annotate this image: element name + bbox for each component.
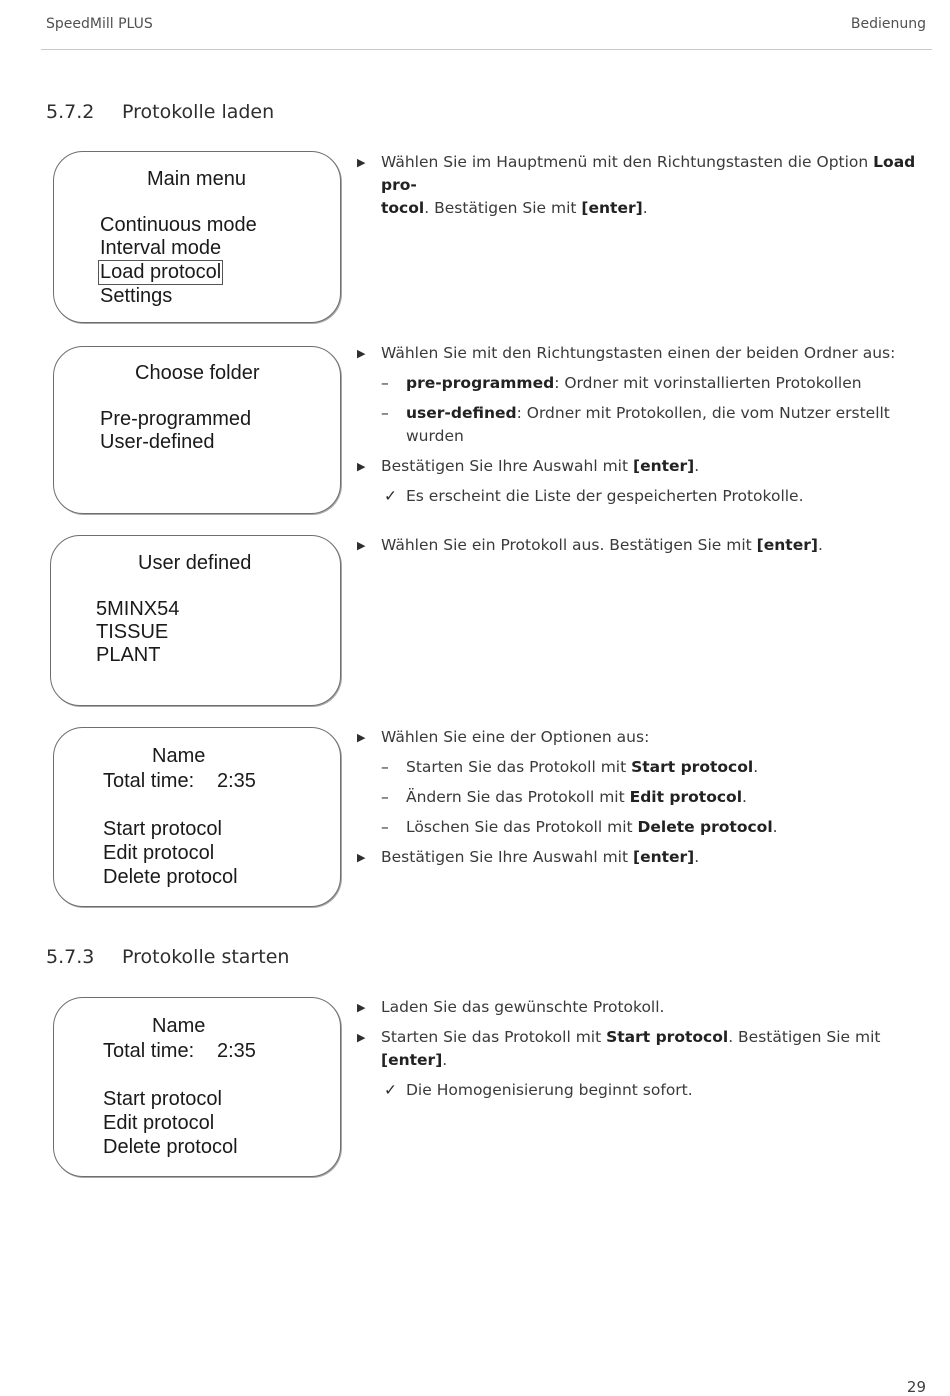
section-heading-5-7-2: [46, 101, 274, 123]
header-chapter: Bedienung: [850, 16, 926, 32]
instructions-start-protocol: [354, 996, 932, 1102]
protocol-item-plant: PLANT: [96, 644, 161, 666]
instruction-result: ✓ Es erscheint die Liste der gespeicherten Protokolle.: [354, 485, 932, 508]
header-product-name: SpeedMill PLUS: [46, 16, 153, 32]
protocol-name: Name: [152, 745, 206, 767]
instruction-option: – Starten Sie das Protokoll mit Start protocol.: [354, 756, 932, 779]
total-time-value: 2:35: [217, 770, 256, 792]
section-number: 5.7.3: [46, 946, 95, 968]
option-start-protocol: Start protocol: [103, 1088, 222, 1110]
folder-item-pre-programmed: Pre-programmed: [100, 408, 252, 430]
instructions-select-protocol: [354, 534, 932, 557]
menu-item-interval-mode: Interval mode: [100, 237, 222, 259]
section-number: 5.7.2: [46, 101, 95, 123]
dash-icon: –: [381, 404, 389, 422]
instruction-step: ▶ Wählen Sie eine der Optionen aus:: [354, 726, 932, 749]
arrow-right-icon: ▶: [357, 156, 366, 169]
option-edit-protocol: Edit protocol: [103, 842, 215, 864]
instruction-step: ▶ Wählen Sie mit den Richtungstasten einen der beiden Ordner aus:: [354, 342, 932, 365]
instruction-step: ▶ Bestätigen Sie Ihre Auswahl mit [enter].: [354, 846, 932, 869]
instruction-option: – user-defined: Ordner mit Protokollen, die vom Nutzer erstellt wurden: [381, 404, 890, 445]
checkmark-icon: ✓: [384, 487, 397, 505]
instruction-step: ▶ Wählen Sie ein Protokoll aus. Bestätigen Sie mit [enter].: [354, 534, 932, 557]
checkmark-icon: ✓: [384, 1081, 397, 1099]
header-divider: [41, 49, 932, 50]
arrow-right-icon: ▶: [357, 1001, 366, 1014]
option-delete-protocol: Delete protocol: [103, 1136, 238, 1158]
folder-item-user-defined: User-defined: [100, 431, 215, 453]
display-user-defined: [50, 535, 341, 706]
instruction-option: – Löschen Sie das Protokoll mit Delete protocol.: [354, 816, 932, 839]
arrow-right-icon: ▶: [357, 731, 366, 744]
menu-item-continuous-mode: Continuous mode: [100, 214, 257, 236]
menu-item-settings: Settings: [100, 285, 173, 307]
display-main-menu: [53, 151, 341, 323]
instruction-option: – pre-programmed: Ordner mit vorinstallierten Protokollen: [354, 372, 932, 395]
display-choose-folder: [53, 346, 341, 514]
section-title: Protokolle laden: [122, 101, 275, 123]
instruction-step: ▶ Bestätigen Sie Ihre Auswahl mit [enter].: [354, 455, 932, 478]
arrow-right-icon: ▶: [357, 460, 366, 473]
arrow-right-icon: ▶: [357, 1031, 366, 1044]
instruction-step: ▶ Starten Sie das Protokoll mit Start protocol. Bestätigen Sie mit [enter].: [357, 1028, 881, 1069]
instruction-option: – Ändern Sie das Protokoll mit Edit protocol.: [354, 786, 932, 809]
dash-icon: –: [381, 374, 389, 392]
display-protocol-start: [53, 997, 341, 1177]
protocol-name: Name: [152, 1015, 206, 1037]
instructions-protocol-options: [354, 726, 932, 869]
instructions-choose-folder: [354, 342, 932, 508]
screen-title: User defined: [138, 552, 252, 574]
arrow-right-icon: ▶: [357, 347, 366, 360]
screen-title: Main menu: [147, 168, 246, 190]
dash-icon: –: [381, 758, 389, 776]
instruction-step: ▶ Wählen Sie im Hauptmenü mit den Richtungstasten die Option Load pro- tocol. Bestätigen Sie mit [enter].: [357, 153, 916, 217]
total-time-label: Total time:: [103, 1040, 195, 1062]
section-title: Protokolle starten: [122, 946, 290, 968]
section-heading-5-7-3: [46, 946, 289, 968]
total-time-value: 2:35: [217, 1040, 256, 1062]
instruction-result: ✓ Die Homogenisierung beginnt sofort.: [354, 1079, 932, 1102]
total-time-label: Total time:: [103, 770, 195, 792]
dash-icon: –: [381, 818, 389, 836]
dash-icon: –: [381, 788, 389, 806]
arrow-right-icon: ▶: [357, 851, 366, 864]
display-protocol-options: [53, 727, 341, 907]
menu-item-load-protocol-selected: Load protocol: [100, 261, 222, 283]
option-edit-protocol: Edit protocol: [103, 1112, 215, 1134]
instruction-step: ▶ Laden Sie das gewünschte Protokoll.: [354, 996, 932, 1019]
arrow-right-icon: ▶: [357, 539, 366, 552]
option-delete-protocol: Delete protocol: [103, 866, 238, 888]
option-start-protocol: Start protocol: [103, 818, 222, 840]
protocol-item-5minx54: 5MINX54: [96, 598, 180, 620]
screen-title: Choose folder: [135, 362, 260, 384]
protocol-item-tissue: TISSUE: [96, 621, 169, 643]
page-number: 29: [906, 1378, 926, 1396]
instructions-load-protocol: [354, 151, 932, 220]
